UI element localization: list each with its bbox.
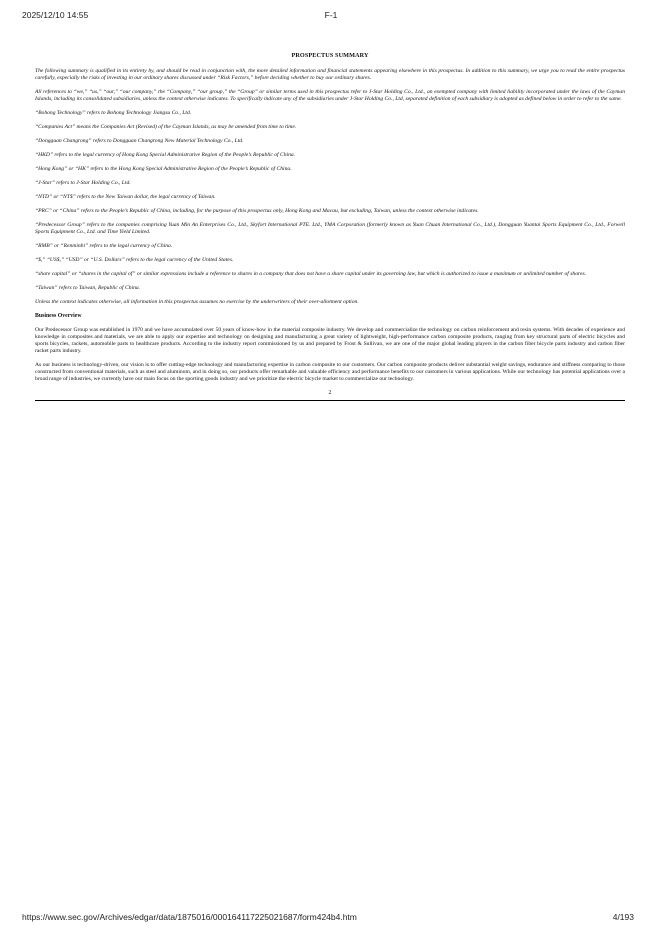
print-url: https://www.sec.gov/Archives/edgar/data/1875016/000164117225021687/form424b4.htm <box>22 912 357 922</box>
intro-paragraph: All references to “we,” “us,” “our,” “our company,” the “Company,” “our group,” the “Group” or similar terms used in this prospectus refer to J-Star Holding Co., Ltd., an exempted company with limited liability incorporated under the laws of the Cayman Islands, including its consolidated subsidiaries, unless the context otherwise indicates. To specifically indicate any of the subsidiaries under J-Star Holding Co., Ltd, separated definition of each subsidiary is adopted as defined below in order to refer to the same. <box>35 89 625 102</box>
business-paragraph: Our Predecessor Group was established in 1970 and we have accumulated over 50 years of know-how in the material composite industry. We develop and commercialize the technology on carbon reinforcement and resin systems. With decades of experience and knowledge in composites and materials, we are able to apply our expertise and technology on designing and manufacturing a great variety of lightweight, high-performance carbon composite products, ranging from key structural parts of electric bicycles and sports bicycles, rackets, automobile parts to healthcare products. According to the industry report commissioned by us and prepared by Frost & Sullivan, we are one of the major global leading players in the carbon fiber bicycle parts industry and carbon fiber racket parts industry. <box>35 327 625 354</box>
definition-item: “$,” “US$,” “USD” or “U.S. Dollars” refers to the legal currency of the United States. <box>35 257 234 263</box>
section-heading-business-overview: Business Overview <box>35 313 82 319</box>
definition-item: “Taiwan” refers to Taiwan, Republic of China. <box>35 285 141 291</box>
definition-item: “RMB” or “Renminbi” refers to the legal currency of China. <box>35 243 173 249</box>
page-divider <box>35 400 625 401</box>
page-number: 2 <box>328 390 332 396</box>
print-datetime: 2025/12/10 14:55 <box>22 10 89 20</box>
print-title: F-1 <box>324 10 338 20</box>
document-body <box>35 52 625 401</box>
definition-item: “Predecessor Group” refers to the companies comprising Yuan Min An Enterprises Co., Ltd., Skyfort International PTE. Ltd., YMA Corporation (formerly known as Yuan Chuan International Co., Ltd.), Dongguan Yuantai Sports Equipment Co., Ltd., Forwell Sports Equipment Co., Ltd. and Time Yield Limited. <box>35 222 625 235</box>
definition-item: “share capital” or “shares in the capital of” or similar expressions include a reference to shares in a company that does not have a share capital under its governing law, but which is authorized to issue a maximum or unlimited number of shares. <box>35 271 587 277</box>
definition-item: Unless the context indicates otherwise, all information in this prospectus assumes no exercise by the underwriters of their over-allotment option. <box>35 299 359 305</box>
business-paragraph: As our business is technology-driven, our vision is to offer cutting-edge technology and manufacturing expertise in carbon composite to our customers. Our carbon composite products deliver substantial weight savings, endurance and stiffness comparing to those constructed from conventional materials, such as steel and aluminum, and in doing so, our products offer remarkable and valuable efficiency and performance benefits to our customers in various applications. While our technology has potential applications over a broad range of industries, we currently have our main focus on the sporting goods industry and we prioritize the electric bicycle market to commercialize our technology. <box>35 362 625 382</box>
definition-item: “NTD” or “NT$” refers to the New Taiwan dollar, the legal currency of Taiwan. <box>35 194 216 200</box>
definition-item: “Bohong Technology” refers to Bohong Technology Jiangsu Co., Ltd. <box>35 110 192 116</box>
definition-item: “Companies Act” means the Companies Act (Revised) of the Cayman Islands, as may be amended from time to time. <box>35 124 297 130</box>
definition-item: “Dongguan Changrong” refers to Dongguan Changrong New Material Technology Co., Ltd. <box>35 138 244 144</box>
intro-paragraph: The following summary is qualified in its entirety by, and should be read in conjunction with, the more detailed information and financial statements appearing elsewhere in this prospectus. In addition to this summary, we urge you to read the entire prospectus carefully, especially the risks of investing in our ordinary shares discussed under “Risk Factors,” before deciding whether to buy our ordinary shares. <box>35 68 625 81</box>
print-page-count: 4/193 <box>612 912 634 922</box>
definition-item: “HKD” refers to the legal currency of Hong Kong Special Administrative Region of the People’s Republic of China. <box>35 152 296 158</box>
definition-item: “PRC” or “China” refers to the People’s Republic of China, including, for the purpose of this prospectus only, Hong Kong and Macau, but excluding, Taiwan, unless the context otherwise indicates. <box>35 208 479 214</box>
definition-item: “Hong Kong” or “HK” refers to the Hong Kong Special Administrative Region of the People’s Republic of China. <box>35 166 292 172</box>
definition-item: “J-Star” refers to J-Star Holding Co., Ltd. <box>35 180 131 186</box>
page-title: PROSPECTUS SUMMARY <box>291 52 369 59</box>
